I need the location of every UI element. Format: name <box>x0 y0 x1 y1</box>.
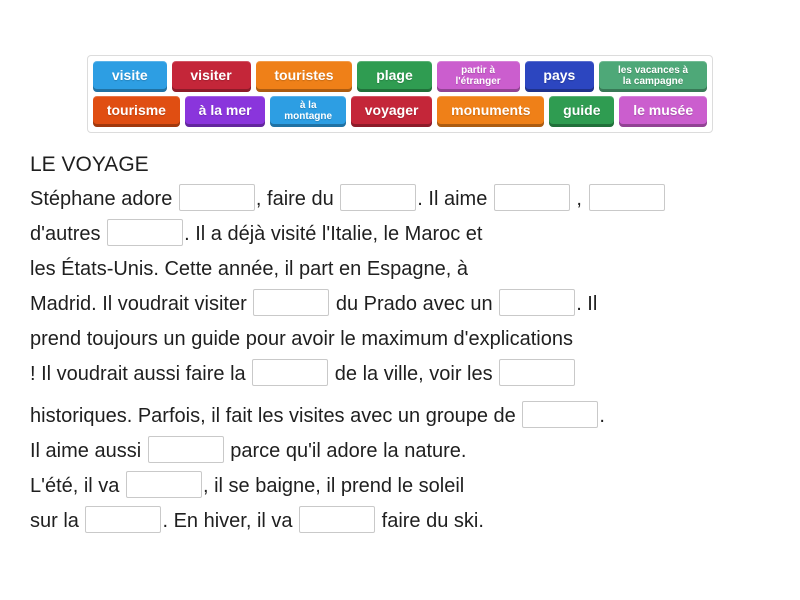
passage-line <box>30 434 775 469</box>
answer-blank[interactable] <box>499 289 575 316</box>
answer-blank[interactable] <box>589 184 665 211</box>
passage-line <box>30 287 775 322</box>
word-tile-label: à la <box>299 99 317 111</box>
passage-text: . Il a déjà visité l'Italie, le Maroc et <box>184 223 483 245</box>
answer-blank[interactable] <box>107 219 183 246</box>
answer-blank[interactable] <box>253 289 329 316</box>
answer-blank[interactable] <box>522 401 598 428</box>
passage-line <box>30 504 775 539</box>
word-tile-label: guide <box>563 102 601 118</box>
passage-line <box>30 469 775 504</box>
word-bank-row-1 <box>93 61 707 92</box>
passage-line <box>30 357 775 392</box>
word-tile-plage[interactable] <box>357 61 431 92</box>
answer-blank[interactable] <box>85 506 161 533</box>
word-tile-label: visiter <box>190 67 232 83</box>
passage-text: , faire du <box>255 188 340 210</box>
word-tile-tourisme[interactable] <box>93 96 180 127</box>
word-bank-row-2 <box>93 96 707 127</box>
passage-text: les États-Unis. Cette année, il part en Espagne, à <box>30 258 469 280</box>
passage-text: de la ville, voir les <box>329 363 499 385</box>
word-tile-label: les vacances à <box>618 64 689 76</box>
word-tile-label: montagne <box>284 110 333 122</box>
word-tile-label: monuments <box>451 102 531 118</box>
word-tile-touristes[interactable] <box>256 61 353 92</box>
word-tile-label: le musée <box>633 102 694 118</box>
word-tile-label: plage <box>376 67 413 83</box>
word-tile-a-la-mer[interactable] <box>185 96 266 127</box>
passage-text: Madrid. Il voudrait visiter <box>30 293 253 315</box>
word-tile-label: à la mer <box>198 102 252 118</box>
word-tile-les-vacances-a-la-campagne[interactable] <box>599 61 707 92</box>
answer-blank[interactable] <box>179 184 255 211</box>
passage-text: du Prado avec un <box>330 293 499 315</box>
answer-blank[interactable] <box>340 184 416 211</box>
answer-blank[interactable] <box>148 436 224 463</box>
passage-line <box>30 217 775 252</box>
passage-text: Il aime aussi <box>30 440 147 462</box>
word-tile-label: pays <box>543 67 576 83</box>
word-tile-label: tourisme <box>106 102 166 118</box>
word-tile-le-musee[interactable] <box>619 96 707 127</box>
answer-blank[interactable] <box>126 471 202 498</box>
passage-text: sur la <box>30 510 85 532</box>
passage-lines <box>30 182 775 539</box>
word-bank <box>87 55 713 133</box>
answer-blank[interactable] <box>494 184 570 211</box>
word-tile-label: l'étranger <box>455 75 501 87</box>
passage-text: L'été, il va <box>30 475 125 497</box>
passage-text: ! Il voudrait aussi faire la <box>30 363 252 385</box>
passage-text: . En hiver, il va <box>162 510 299 532</box>
passage-text: historiques. Parfois, il fait les visites avec un groupe de <box>30 405 522 427</box>
answer-blank[interactable] <box>499 359 575 386</box>
passage-text: . Il <box>576 293 598 315</box>
word-tile-partir-a-l-etranger[interactable] <box>437 61 520 92</box>
word-tile-label: visite <box>111 67 148 83</box>
passage-text: parce qu'il adore la nature. <box>224 440 467 462</box>
passage-text: , <box>570 188 588 210</box>
passage-text: faire du ski. <box>376 510 484 532</box>
passage-line <box>30 322 775 357</box>
passage-text: Stéphane adore <box>30 188 178 210</box>
passage-line <box>30 399 775 434</box>
passage <box>30 147 775 539</box>
answer-blank[interactable] <box>299 506 375 533</box>
passage-line <box>30 252 775 287</box>
passage-line <box>30 182 775 217</box>
word-tile-guide[interactable] <box>549 96 614 127</box>
passage-text: . <box>599 405 605 427</box>
passage-text: prend toujours un guide pour avoir le maximum d'explications <box>30 328 573 350</box>
word-tile-monuments[interactable] <box>437 96 544 127</box>
word-tile-voyager[interactable] <box>351 96 432 127</box>
word-tile-label: partir à <box>461 64 496 76</box>
word-tile-a-la-montagne[interactable] <box>270 96 345 127</box>
passage-text: , il se baigne, il prend le soleil <box>202 475 465 497</box>
passage-text: d'autres <box>30 223 107 245</box>
word-tile-pays[interactable] <box>525 61 595 92</box>
answer-blank[interactable] <box>252 359 328 386</box>
word-tile-visite[interactable] <box>93 61 167 92</box>
word-tile-label: voyager <box>364 102 419 118</box>
passage-title: LE VOYAGE <box>30 153 149 176</box>
word-tile-visiter[interactable] <box>172 61 251 92</box>
word-tile-label: la campagne <box>622 75 684 87</box>
passage-text: . Il aime <box>417 188 493 210</box>
word-tile-label: touristes <box>274 67 334 83</box>
